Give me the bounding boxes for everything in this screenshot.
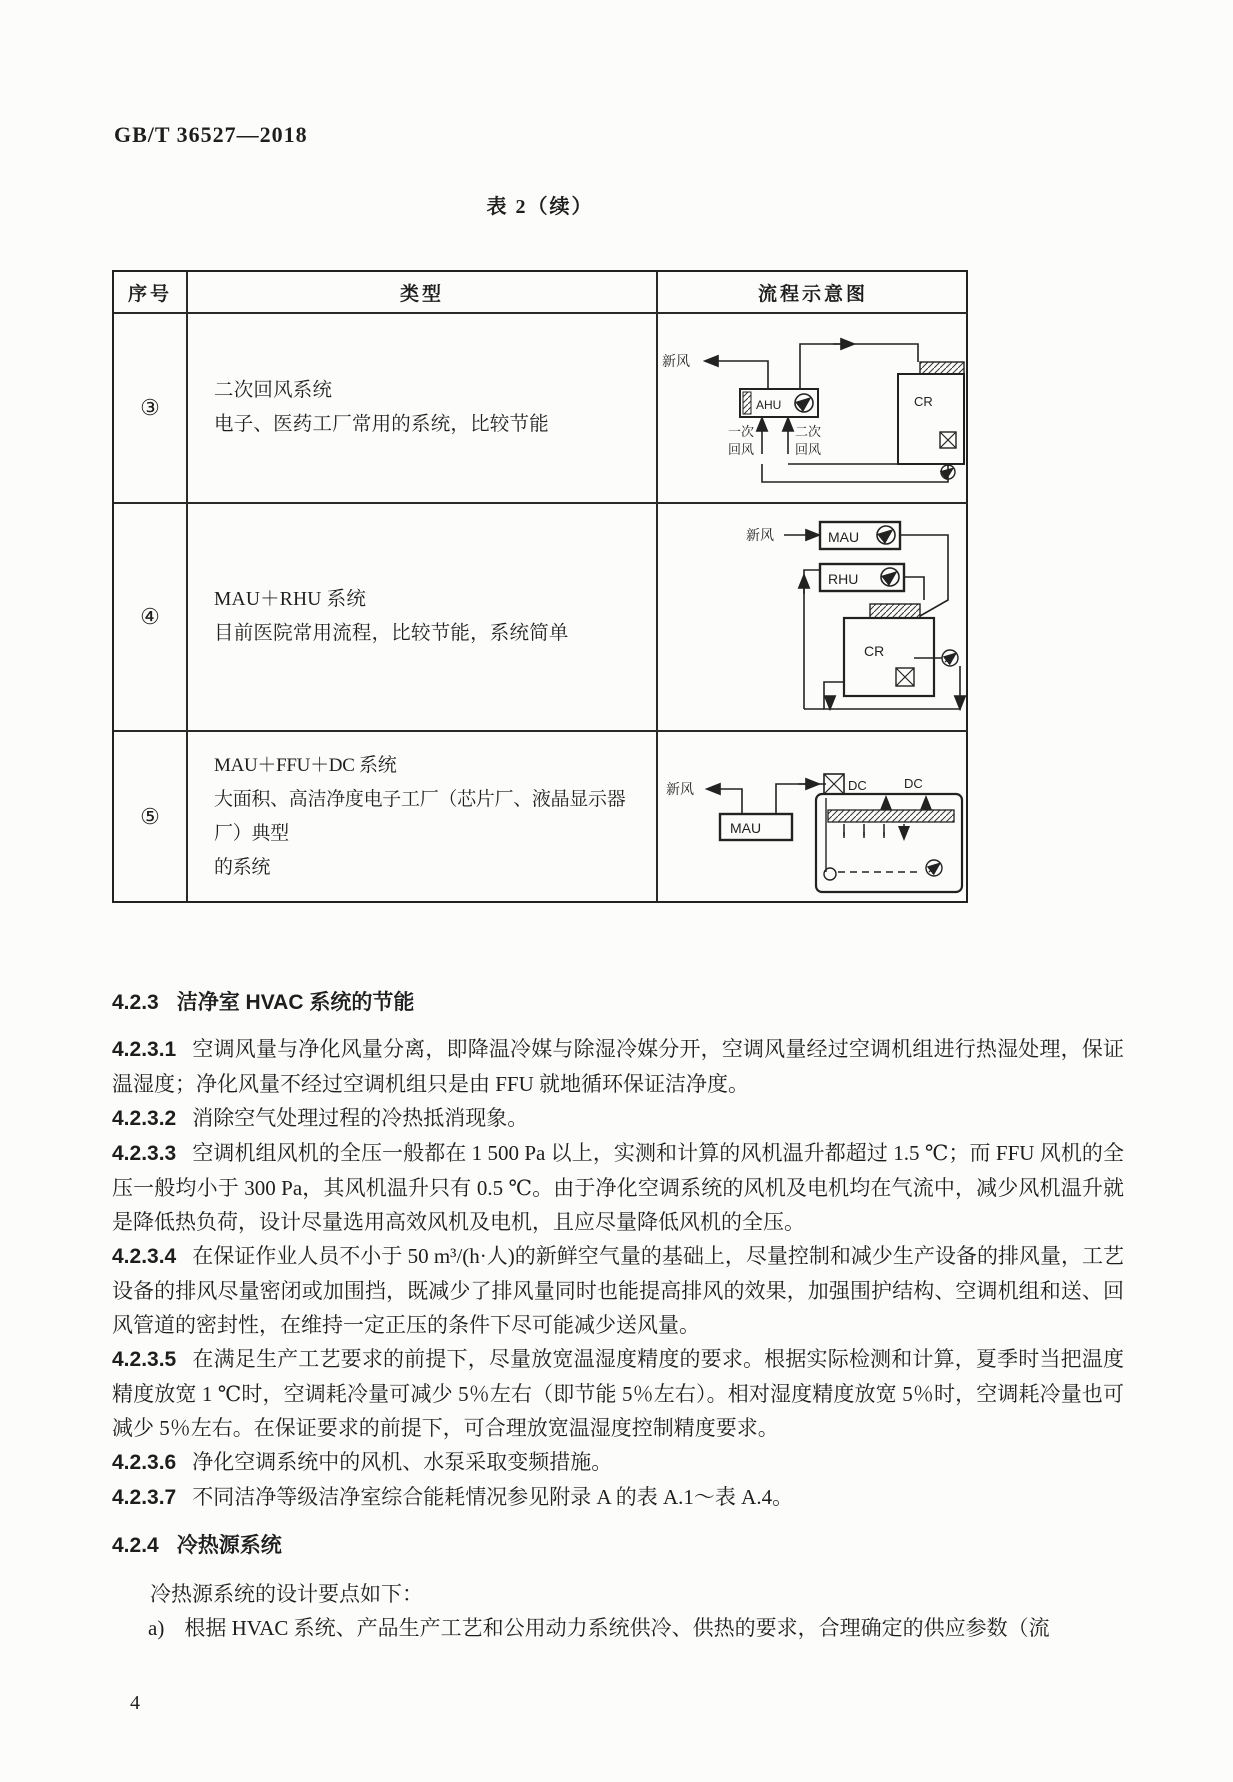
fresh-air-label: 新风	[662, 353, 690, 369]
diagram-secondary-return	[658, 314, 968, 504]
row-type	[188, 504, 658, 732]
fresh-air-label: 新风	[666, 781, 694, 797]
row-no: ④	[114, 504, 188, 732]
secondary-return-label: 二次	[795, 424, 822, 439]
clause-4-2-4-intro: 冷热源系统的设计要点如下：	[150, 1582, 423, 1606]
clause-4-2-4-item-a: a) 根据 HVAC 系统、产品生产工艺和公用动力系统供冷、供热的要求，合理确定的供应参数（流	[148, 1616, 1050, 1640]
diagram-mau-ffu-dc	[658, 732, 968, 901]
clause-4-2-3-6: 4.2.3.6 净化空调系统中的风机、水泵采取变频措施。	[112, 1450, 613, 1474]
type-line: MAU＋FFU＋DC 系统	[214, 754, 397, 776]
primary-return-label: 一次	[728, 424, 755, 439]
heading-4-2-3: 4.2.3 洁净室 HVAC 系统的节能	[112, 991, 415, 1014]
col-header-type: 类型	[188, 272, 658, 314]
fresh-air-label: 新风	[746, 527, 774, 543]
row-no: ⑤	[114, 732, 188, 901]
type-line: MAU＋RHU 系统	[214, 589, 367, 610]
dc-label-2: DC	[904, 776, 923, 791]
diagram-mau-rhu	[658, 504, 968, 732]
primary-return-label2: 回风	[728, 442, 755, 457]
type-line: 大面积、高洁净度电子工厂（芯片厂、液晶显示器厂）典型	[214, 788, 626, 844]
clause-4-2-3-1: 4.2.3.1 空调风量与净化风量分离，即降温冷媒与除湿冷媒分开，空调风量经过空调机组进行热湿处理，保证温湿度；净化风量不经过空调机组只是由 FFU 就地循环保证洁净度。	[112, 1037, 1124, 1096]
clause-4-2-3-2: 4.2.3.2 消除空气处理过程的冷热抵消现象。	[112, 1106, 529, 1130]
clauses	[112, 972, 1124, 1645]
heading-4-2-4: 4.2.4 冷热源系统	[112, 1534, 282, 1557]
table-2-continued	[112, 270, 968, 903]
cr-label: CR	[914, 394, 933, 409]
standard-number: GB/T 36527—2018	[114, 122, 308, 147]
page-number: 4	[130, 1692, 140, 1714]
type-line: 目前医院常用流程，比较节能，系统简单	[214, 623, 569, 644]
rhu-label: RHU	[828, 571, 859, 587]
table-title: 表 2（续）	[486, 196, 594, 218]
secondary-return-label2: 回风	[795, 442, 822, 457]
clause-4-2-3-5: 4.2.3.5 在满足生产工艺要求的前提下，尽量放宽温湿度精度的要求。根据实际检测和计算，夏季时当把温度精度放宽 1 ℃时，空调耗冷量可减少 5％左右（即节能 5％左右）。相对湿度精度放宽 5％时，空调耗冷量也可减少 5％左右。在保证要求的前提下，可合理放宽温湿度控制精度要求。	[112, 1347, 1124, 1440]
ahu-label: AHU	[756, 398, 782, 412]
row-type	[188, 314, 658, 504]
mau-label: MAU	[730, 820, 762, 836]
type-line: 电子、医药工厂常用的系统，比较节能	[214, 414, 549, 435]
col-header-no: 序号	[114, 272, 188, 314]
row-no: ③	[114, 314, 188, 504]
type-line: 的系统	[214, 856, 271, 878]
row-type	[188, 732, 658, 901]
type-line: 二次回风系统	[214, 380, 333, 401]
clause-4-2-3-7: 4.2.3.7 不同洁净等级洁净室综合能耗情况参见附录 A 的表 A.1～表 A.4。	[112, 1485, 794, 1509]
clause-4-2-3-4: 4.2.3.4 在保证作业人员不小于 50 m³/(h·人)的新鲜空气量的基础上，尽量控制和减少生产设备的排风量，工艺设备的排风尽量密闭或加围挡，既减少了排风量同时也能提高排风的效果，加强围护结构、空调机组和送、回风管道的密封性，在维持一定正压的条件下尽可能减少送风量。	[112, 1244, 1124, 1337]
col-header-diagram: 流程示意图	[658, 272, 968, 314]
cr-label: CR	[864, 643, 885, 659]
mau-label: MAU	[828, 529, 860, 545]
dc-label-1: DC	[848, 778, 867, 793]
clause-4-2-3-3: 4.2.3.3 空调机组风机的全压一般都在 1 500 Pa 以上，实测和计算的风机温升都超过 1.5 ℃；而 FFU 风机的全压一般均小于 300 Pa，其风机温升只有 0.5 ℃。由于净化空调系统的风机及电机均在气流中，减少风机温升就是降低热负荷，设计尽量选用高效风机及电机，且应尽量降低风机的全压。	[112, 1141, 1124, 1234]
